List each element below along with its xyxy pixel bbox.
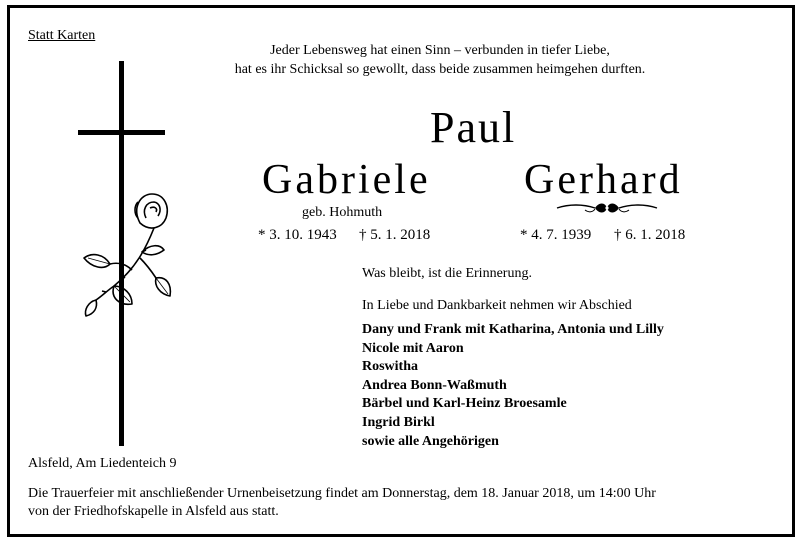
mourner-item: Ingrid Birkl xyxy=(362,414,435,430)
mourner-item: Bärbel und Karl-Heinz Broesamle xyxy=(362,396,567,412)
first-name-gabriele: Gabriele xyxy=(262,157,431,203)
farewell-line: In Liebe und Dankbarkeit nehmen wir Abschied xyxy=(362,298,632,313)
gerhard-death-date: † 6. 1. 2018 xyxy=(614,227,686,243)
service-line-2: von der Friedhofskapelle in Alsfeld aus statt. xyxy=(28,504,279,519)
family-name: Paul xyxy=(430,103,517,152)
mourner-item: Dany und Frank mit Katharina, Antonia und Lilly xyxy=(362,322,664,337)
first-name-gerhard: Gerhard xyxy=(524,157,683,203)
address: Alsfeld, Am Liedenteich 9 xyxy=(28,456,177,471)
gabriele-birth-date: * 3. 10. 1943 xyxy=(258,227,337,243)
obituary-card xyxy=(7,5,795,537)
service-line-1: Die Trauerfeier mit anschließender Urnenbeisetzung findet am Donnerstag, dem 18. Januar 2018, um 14:00 Uhr xyxy=(28,486,656,501)
service-notice xyxy=(28,485,788,521)
verse-line-2: hat es ihr Schicksal so gewollt, dass beide zusammen heimgehen durften. xyxy=(234,62,646,77)
mourner-item: Nicole mit Aaron xyxy=(362,340,464,356)
verse xyxy=(190,41,690,79)
remembrance-line: Was bleibt, ist die Erinnerung. xyxy=(362,266,532,281)
mourner-item: Andrea Bonn-Waßmuth xyxy=(362,377,507,393)
statt-karten-label: Statt Karten xyxy=(28,28,96,43)
rose-icon xyxy=(84,194,170,316)
cross-icon xyxy=(70,58,200,448)
verse-line-1: Jeder Lebensweg hat einen Sinn – verbunden in tiefer Liebe, xyxy=(270,43,610,58)
maiden-name: geb. Hohmuth xyxy=(302,205,383,220)
ornament-divider-icon xyxy=(555,200,659,216)
gabriele-death-date: † 5. 1. 2018 xyxy=(359,227,431,243)
mourner-item: Roswitha xyxy=(362,359,419,375)
mourners-list xyxy=(362,321,664,451)
gerhard-birth-date: * 4. 7. 1939 xyxy=(520,227,592,243)
mourner-item: sowie alle Angehörigen xyxy=(362,433,499,449)
